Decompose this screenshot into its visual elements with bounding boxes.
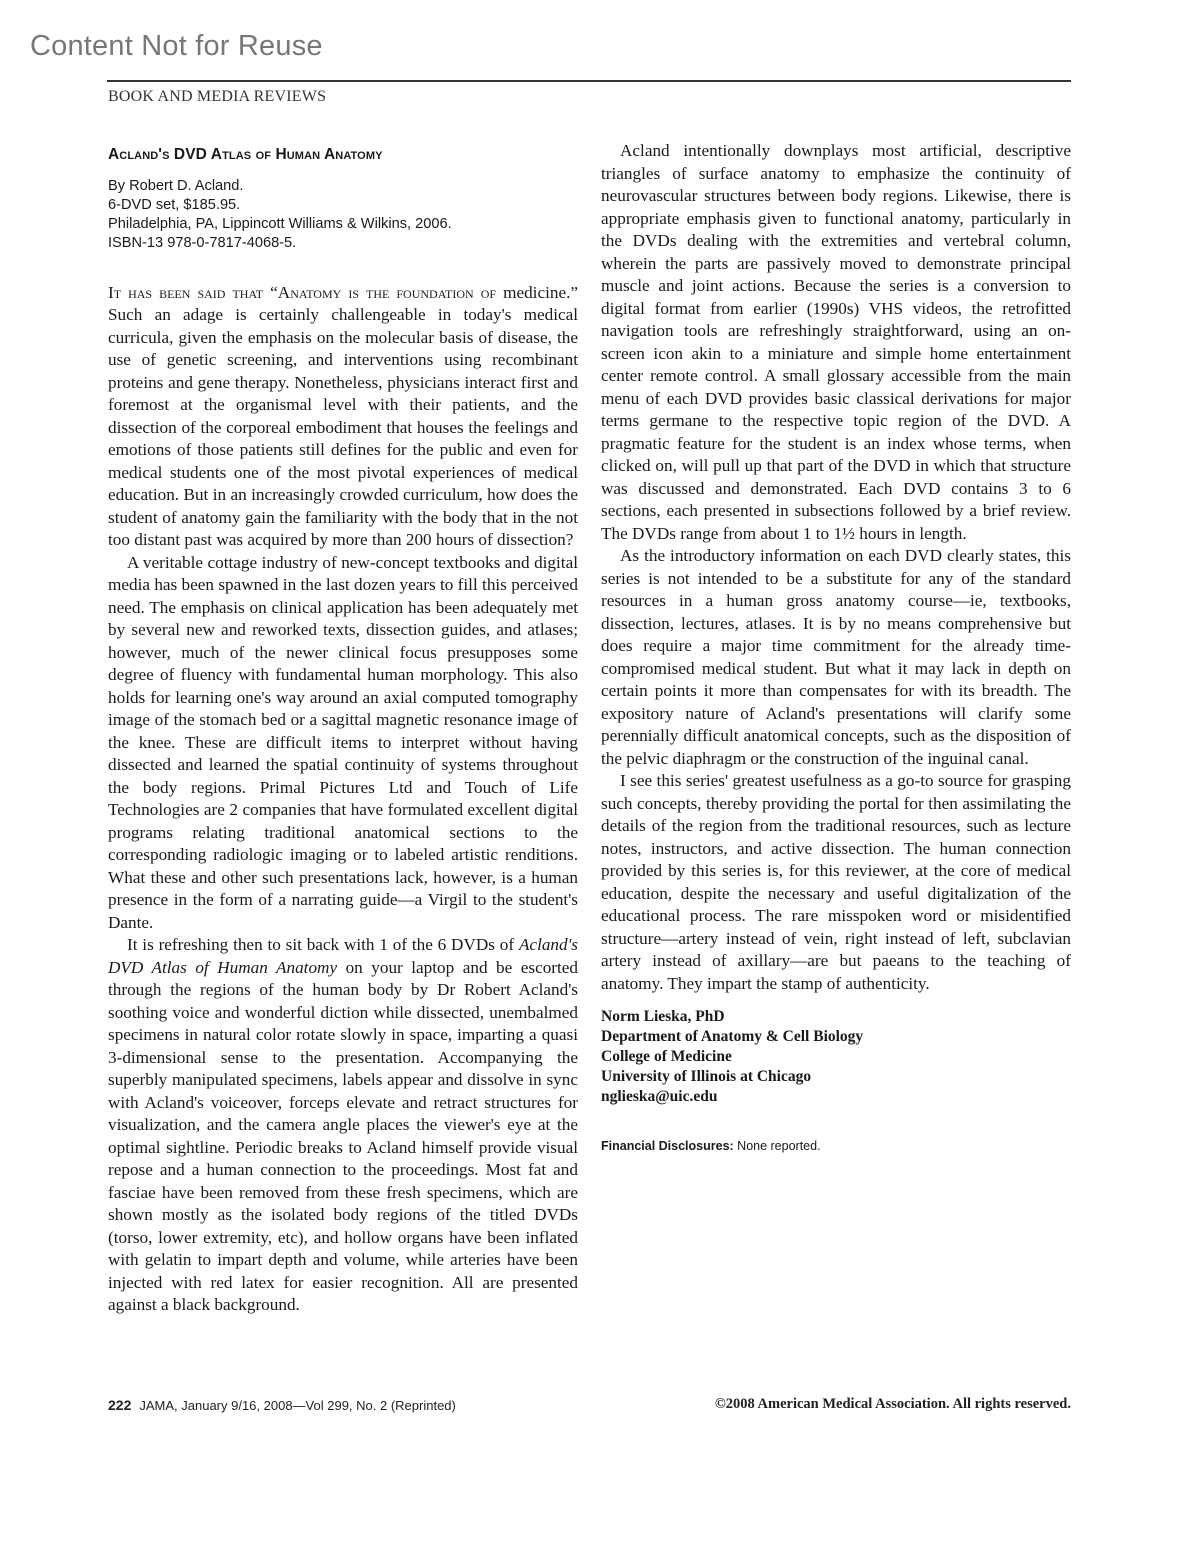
dvd-title-italic: Acland's DVD Atlas of Human Anatomy: [108, 935, 578, 977]
disclosure-text: None reported.: [733, 1139, 821, 1153]
watermark: Content Not for Reuse: [30, 30, 323, 62]
reviewer-email: nglieska@uic.edu: [601, 1088, 718, 1105]
paragraph-6: I see this series' greatest usefulness as a go-to source for grasping such concepts, thereby providing the portal for then assimilating the details of the region from the traditional resources, such as lecture notes, instructors, and active dissection. The human connection provided by this series is, for this reviewer, at the core of medical education, despite the necessary and useful digitalization of the educational process. The rare misspoken word or misidentified structure—artery instead of vein, right instead of left, subclavian artery instead of axillary—are but paeans to the teaching of anatomy. They impart the stamp of authenticity.: [601, 771, 1071, 993]
book-title: Acland's DVD Atlas of Human Anatomy: [108, 146, 383, 163]
book-isbn: ISBN-13 978-0-7817-4068-5.: [108, 234, 297, 251]
left-column: [108, 140, 578, 1317]
reviewer-signature: [601, 1007, 1071, 1107]
reviewer-college: College of Medicine: [601, 1048, 732, 1065]
reviewer-department: Department of Anatomy & Cell Biology: [601, 1028, 864, 1045]
page-footer-left: [108, 1397, 456, 1413]
reviewer-name: Norm Lieska, PhD: [601, 1008, 725, 1025]
opening-words: It has been said that “Anatomy is the foundation of: [108, 282, 497, 302]
paragraph-5: As the introductory information on each DVD clearly states, this series is not intended to be a substitute for any of the standard resources in a human gross anatomy course—ie, textbooks, dissection, lectures, atlases. It is by no means comprehensive but does require a major time commitment for the already time-compromised medical student. But what it may lack in depth on certain points it more than compensates for with its breadth. The expository nature of Acland's presentations will clarify some perennially difficult anatomical concepts, such as the disposition of the pelvic diaphragm or the construction of the inguinal canal.: [601, 546, 1071, 768]
page-number: 222: [108, 1397, 132, 1413]
paragraph-4: Acland intentionally downplays most artificial, descriptive triangles of surface anatomy to emphasize the continuity of neurovascular structures between body regions. Likewise, there is appropriate emphasis given to functional anatomy, particularly in the DVDs dealing with the extremities and vertebral column, wherein the parts are passively moved to demonstrate principal muscle and joint actions. Because the series is a conversion to digital format from earlier (1990s) VHS videos, the retrofitted navigation tools are refreshingly straightforward, using an on-screen icon akin to a miniature and simple home entertainment center remote control. A small glossary accessible from the main menu of each DVD provides basic classical derivations for major terms germane to the respective topic region of the DVD. A pragmatic feature for the student is an index whose terms, when clicked on, will pull up that part of the DVD in which that structure was discussed and demonstrated. Each DVD contains 3 to 6 sections, each presented in subsections followed by a brief review. The DVDs range from about 1 to 1½ hours in length.: [601, 141, 1071, 543]
disclosure-label: Financial Disclosures:: [601, 1139, 734, 1153]
paragraph-3: [108, 934, 578, 1317]
paragraph-1: [108, 282, 578, 552]
book-meta: [108, 177, 578, 253]
reviewer-university: University of Illinois at Chicago: [601, 1068, 812, 1085]
section-label: BOOK AND MEDIA REVIEWS: [108, 88, 327, 105]
paragraph-3-text-a: It is refreshing then to sit back with 1 of the 6 DVDs of: [127, 935, 519, 954]
paragraph-3-text-b: on your laptop and be escorted through the regions of the human body by Dr Robert Acland's soothing voice and wonderful diction while dissected, unembalmed specimens in natural color rotate slowly in space, imparting a quasi 3-dimensional sense to the presentation. Accompanying the superbly manipulated specimens, labels appear and dissolve in sync with Acland's voiceover, forceps elevate and retract structures for visualization, and the camera angle places the viewer's eye at the optimal sightline. Periodic breaks to Acland himself provide visual repose and a human connection to the proceedings. Most fat and fasciae have been removed from these fresh specimens, which are shown mostly as the isolated body regions of the titled DVDs (torso, lower extremity, etc), and hollow organs have been inflated with gelatin to impart depth and volume, while arteries have been injected with red latex for easier recognition. All are presented against a black background.: [108, 957, 579, 1314]
book-publisher: Philadelphia, PA, Lippincott Williams & Wilkins, 2006.: [108, 215, 452, 232]
citation: JAMA, January 9/16, 2008—Vol 299, No. 2 (Reprinted): [139, 1398, 456, 1413]
book-format-price: 6-DVD set, $185.95.: [108, 196, 241, 213]
paragraph-1-text: medicine.” Such an adage is certainly challengeable in today's medical curricula, given the emphasis on the molecular basis of disease, the use of genetic screening, and interventions using recombinant proteins and gene therapy. Nonetheless, physicians interact first and foremost at the organismal level with their patients, and the dissection of the corporeal embodiment that houses the feelings and emotions of those patients still defines for the public and even for medical students one of the most pivotal experiences of medical education. But in an increasingly crowded curriculum, how does the student of anatomy gain the familiarity with the body that in the not too distant past was acquired by more than 200 hours of dissection?: [108, 282, 578, 549]
header-rule: [107, 80, 1071, 82]
right-column: [601, 140, 1071, 1158]
copyright-notice: ©2008 American Medical Association. All rights reserved.: [714, 1396, 1071, 1412]
book-author: By Robert D. Acland.: [108, 177, 244, 194]
financial-disclosure: [601, 1135, 1071, 1158]
paragraph-2: A veritable cottage industry of new-concept textbooks and digital media has been spawned in the last dozen years to fill this perceived need. The emphasis on clinical application has been adequately met by several new and reworked texts, dissection guides, and atlases; however, much of the newer clinical focus presupposes some degree of fluency with fundamental human morphology. This also holds for learning one's way around an axial computed tomography image of the stomach bed or a sagittal magnetic resonance image of the knee. These are difficult items to interpret without having dissected and learned the spatial continuity of systems throughout the body regions. Primal Pictures Ltd and Touch of Life Technologies are 2 companies that have formulated excellent digital programs relating traditional anatomical sections to the corresponding radiologic imaging or to labeled artistic renditions. What these and other such presentations lack, however, is a human presence in the form of a narrating guide—a Virgil to the student's Dante.: [108, 552, 578, 932]
